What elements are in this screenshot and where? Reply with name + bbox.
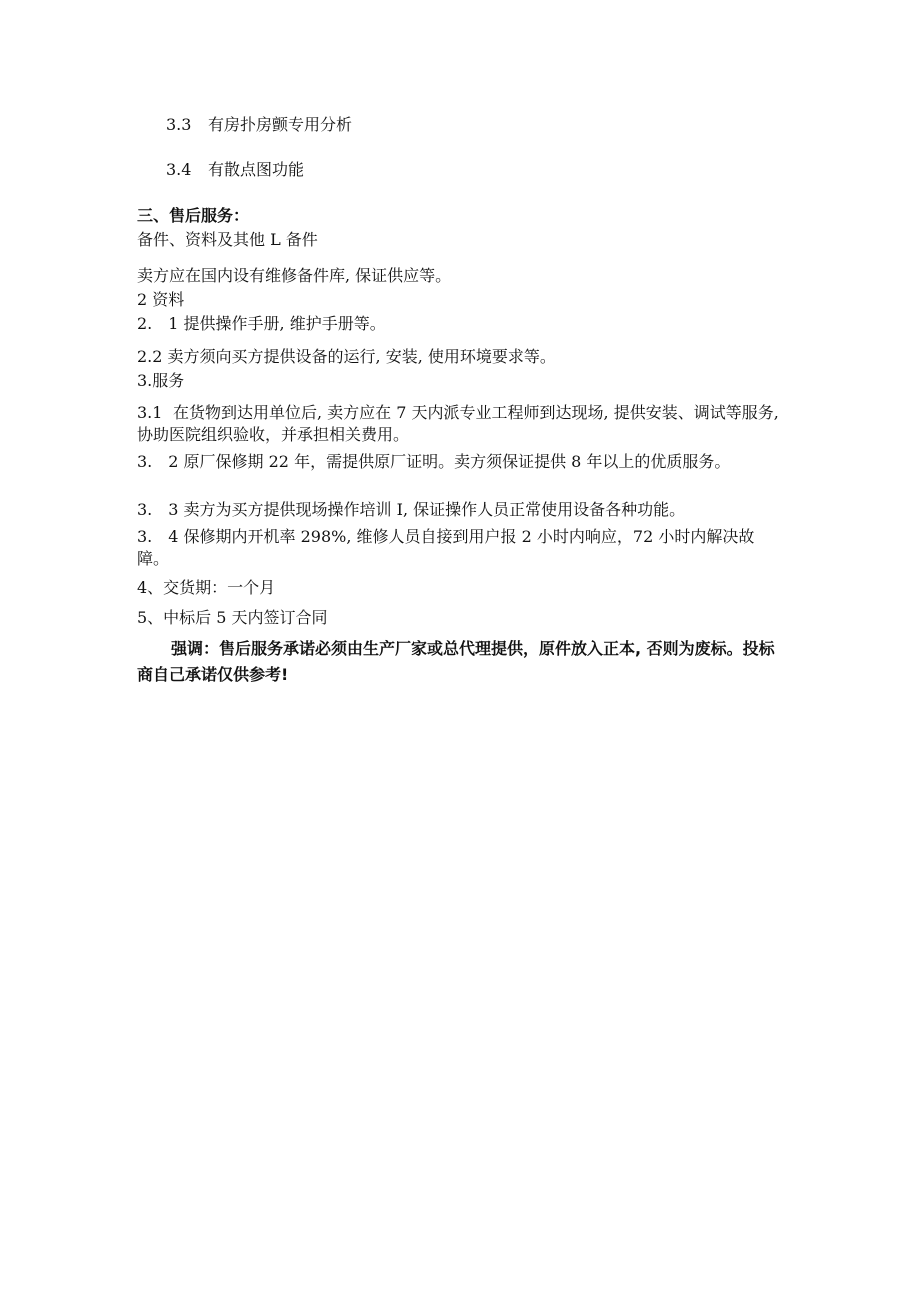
item-text: 在货物到达用单位后, 卖方应在 7 天内派专业工程师到达现场, 提供安装、调试等服务, 协助医院组织验收，并承担相关费用。 [137, 403, 779, 444]
docs-2-1: 2. 1 提供操作手册, 维护手册等。 [137, 314, 386, 333]
service-3-1 [137, 402, 785, 446]
item-3-3 [166, 114, 816, 136]
item-text: 有房扑房颤专用分析 [208, 115, 353, 134]
spares-text: 卖方应在国内设有维修备件库, 保证供应等。 [137, 266, 452, 285]
item-number: 3.3 [166, 115, 192, 134]
docs-title: 2 资料 [137, 290, 185, 309]
emphasis-note: 强调：售后服务承诺必须由生产厂家或总代理提供，原件放入正本, 否则为废标。投标商自己承诺仅供参考! [137, 639, 775, 684]
service-3-4: 3. 4 保修期内开机率 298%, 维修人员自接到用户报 2 小时内响应，72 小时内解决故障。 [137, 527, 755, 568]
spares-title: 备件、资料及其他 L 备件 [137, 230, 318, 249]
section-heading: 三、售后服务： [137, 206, 250, 225]
item-3-4 [166, 159, 816, 181]
delivery-term: 4、交货期：一个月 [137, 578, 276, 597]
item-number: 3.4 [166, 160, 192, 179]
contract-term: 5、中标后 5 天内签订合同 [137, 608, 328, 627]
service-title: 3.服务 [137, 371, 185, 390]
service-3-2: 3. 2 原厂保修期 22 年，需提供原厂证明。卖方须保证提供 8 年以上的优质服务。 [137, 452, 731, 471]
service-3-3: 3. 3 卖方为买方提供现场操作培训 I, 保证操作人员正常使用设备各种功能。 [137, 500, 686, 519]
item-text: 有散点图功能 [208, 160, 305, 179]
item-number: 3.1 [137, 403, 163, 422]
docs-2-2: 2.2 卖方须向买方提供设备的运行, 安装, 使用环境要求等。 [137, 347, 556, 366]
